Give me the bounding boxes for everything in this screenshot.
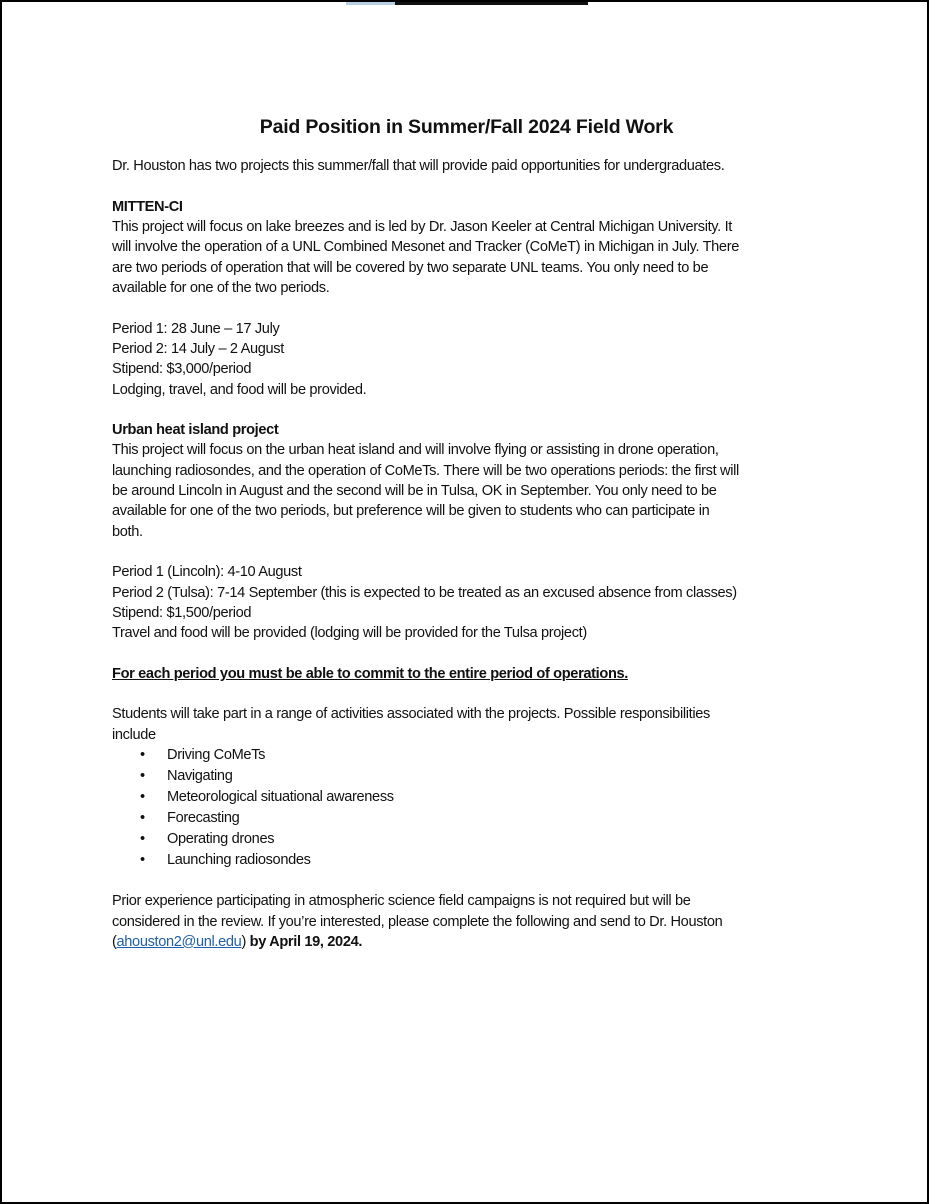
mitten-heading: MITTEN-CI xyxy=(112,198,183,215)
list-item xyxy=(112,766,832,787)
text-line: launching radiosondes, and the operation of CoMeTs. There will be two operations periods: the first will xyxy=(112,462,739,479)
list-item xyxy=(112,850,832,871)
urban-period-2: Period 2 (Tulsa): 7-14 September (this is expected to be treated as an excused absence from classes) xyxy=(112,584,737,601)
urban-heading: Urban heat island project xyxy=(112,422,279,439)
bullet-icon: • xyxy=(140,851,145,868)
text-line: available for one of the two periods. xyxy=(112,280,330,297)
mitten-stipend: Stipend: $3,000/period xyxy=(112,361,252,378)
list-item xyxy=(112,829,832,850)
top-edge-bar xyxy=(395,2,588,5)
mitten-period-1: Period 1: 28 June – 17 July xyxy=(112,320,280,337)
urban-stipend: Stipend: $1,500/period xyxy=(112,604,252,621)
list-item-label: Forecasting xyxy=(167,809,240,826)
text-line: available for one of the two periods, but preference will be given to students who can participate in xyxy=(112,503,710,520)
text-line: will involve the operation of a UNL Combined Mesonet and Tracker (CoMeT) in Michigan in July. There xyxy=(112,239,739,256)
text-line: Prior experience participating in atmospheric science field campaigns is not required but will be xyxy=(112,893,691,910)
text-line xyxy=(112,932,832,952)
mitten-period-2: Period 2: 14 July – 2 August xyxy=(112,340,284,357)
list-item-label: Meteorological situational awareness xyxy=(167,788,394,805)
text-line: Students will take part in a range of activities associated with the projects. Possible responsibilities xyxy=(112,706,710,723)
list-item-label: Navigating xyxy=(167,767,233,784)
responsibilities-list xyxy=(112,745,832,871)
open-paren: ( xyxy=(112,933,117,950)
urban-description xyxy=(112,440,832,541)
mitten-description xyxy=(112,217,832,298)
list-item xyxy=(112,808,832,829)
urban-provisions: Travel and food will be provided (lodging will be provided for the Tulsa project) xyxy=(112,625,587,642)
commitment-notice: For each period you must be able to commit to the entire period of operations. xyxy=(112,665,628,682)
bullet-icon: • xyxy=(140,809,145,826)
mitten-provisions: Lodging, travel, and food will be provided. xyxy=(112,381,367,398)
bullet-icon: • xyxy=(140,746,145,763)
deadline-text: by April 19, 2024. xyxy=(245,933,363,950)
intro-paragraph: Dr. Houston has two projects this summer/fall that will provide paid opportunities for undergraduates. xyxy=(112,158,725,175)
bullet-icon: • xyxy=(140,830,145,847)
document-body xyxy=(112,112,832,952)
text-line: This project will focus on the urban heat island and will involve flying or assisting in drone operation, xyxy=(112,442,719,459)
email-link[interactable]: ahouston2@unl.edu xyxy=(116,933,242,950)
text-line: This project will focus on lake breezes and is led by Dr. Jason Keeler at Central Michigan University. It xyxy=(112,219,732,236)
list-item-label: Launching radiosondes xyxy=(167,851,311,868)
closing-paragraph xyxy=(112,891,832,952)
list-item-label: Operating drones xyxy=(167,830,275,847)
text-line: considered in the review. If you’re interested, please complete the following and send to Dr. Houston xyxy=(112,913,723,930)
bullet-icon: • xyxy=(140,788,145,805)
text-line: both. xyxy=(112,523,143,540)
text-line: be around Lincoln in August and the second will be in Tulsa, OK in September. You only need to be xyxy=(112,483,717,500)
text-line: are two periods of operation that will be covered by two separate UNL teams. You only need to be xyxy=(112,259,709,276)
top-edge-highlight xyxy=(346,2,395,5)
close-paren: ) xyxy=(241,933,246,950)
mitten-details xyxy=(112,319,832,400)
bullet-icon: • xyxy=(140,767,145,784)
list-item-label: Driving CoMeTs xyxy=(167,746,266,763)
text-line: include xyxy=(112,726,156,743)
document-title: Paid Position in Summer/Fall 2024 Field Work xyxy=(259,116,674,138)
urban-details xyxy=(112,562,832,643)
list-item xyxy=(112,787,832,808)
list-item xyxy=(112,745,832,766)
urban-period-1: Period 1 (Lincoln): 4-10 August xyxy=(112,564,302,581)
